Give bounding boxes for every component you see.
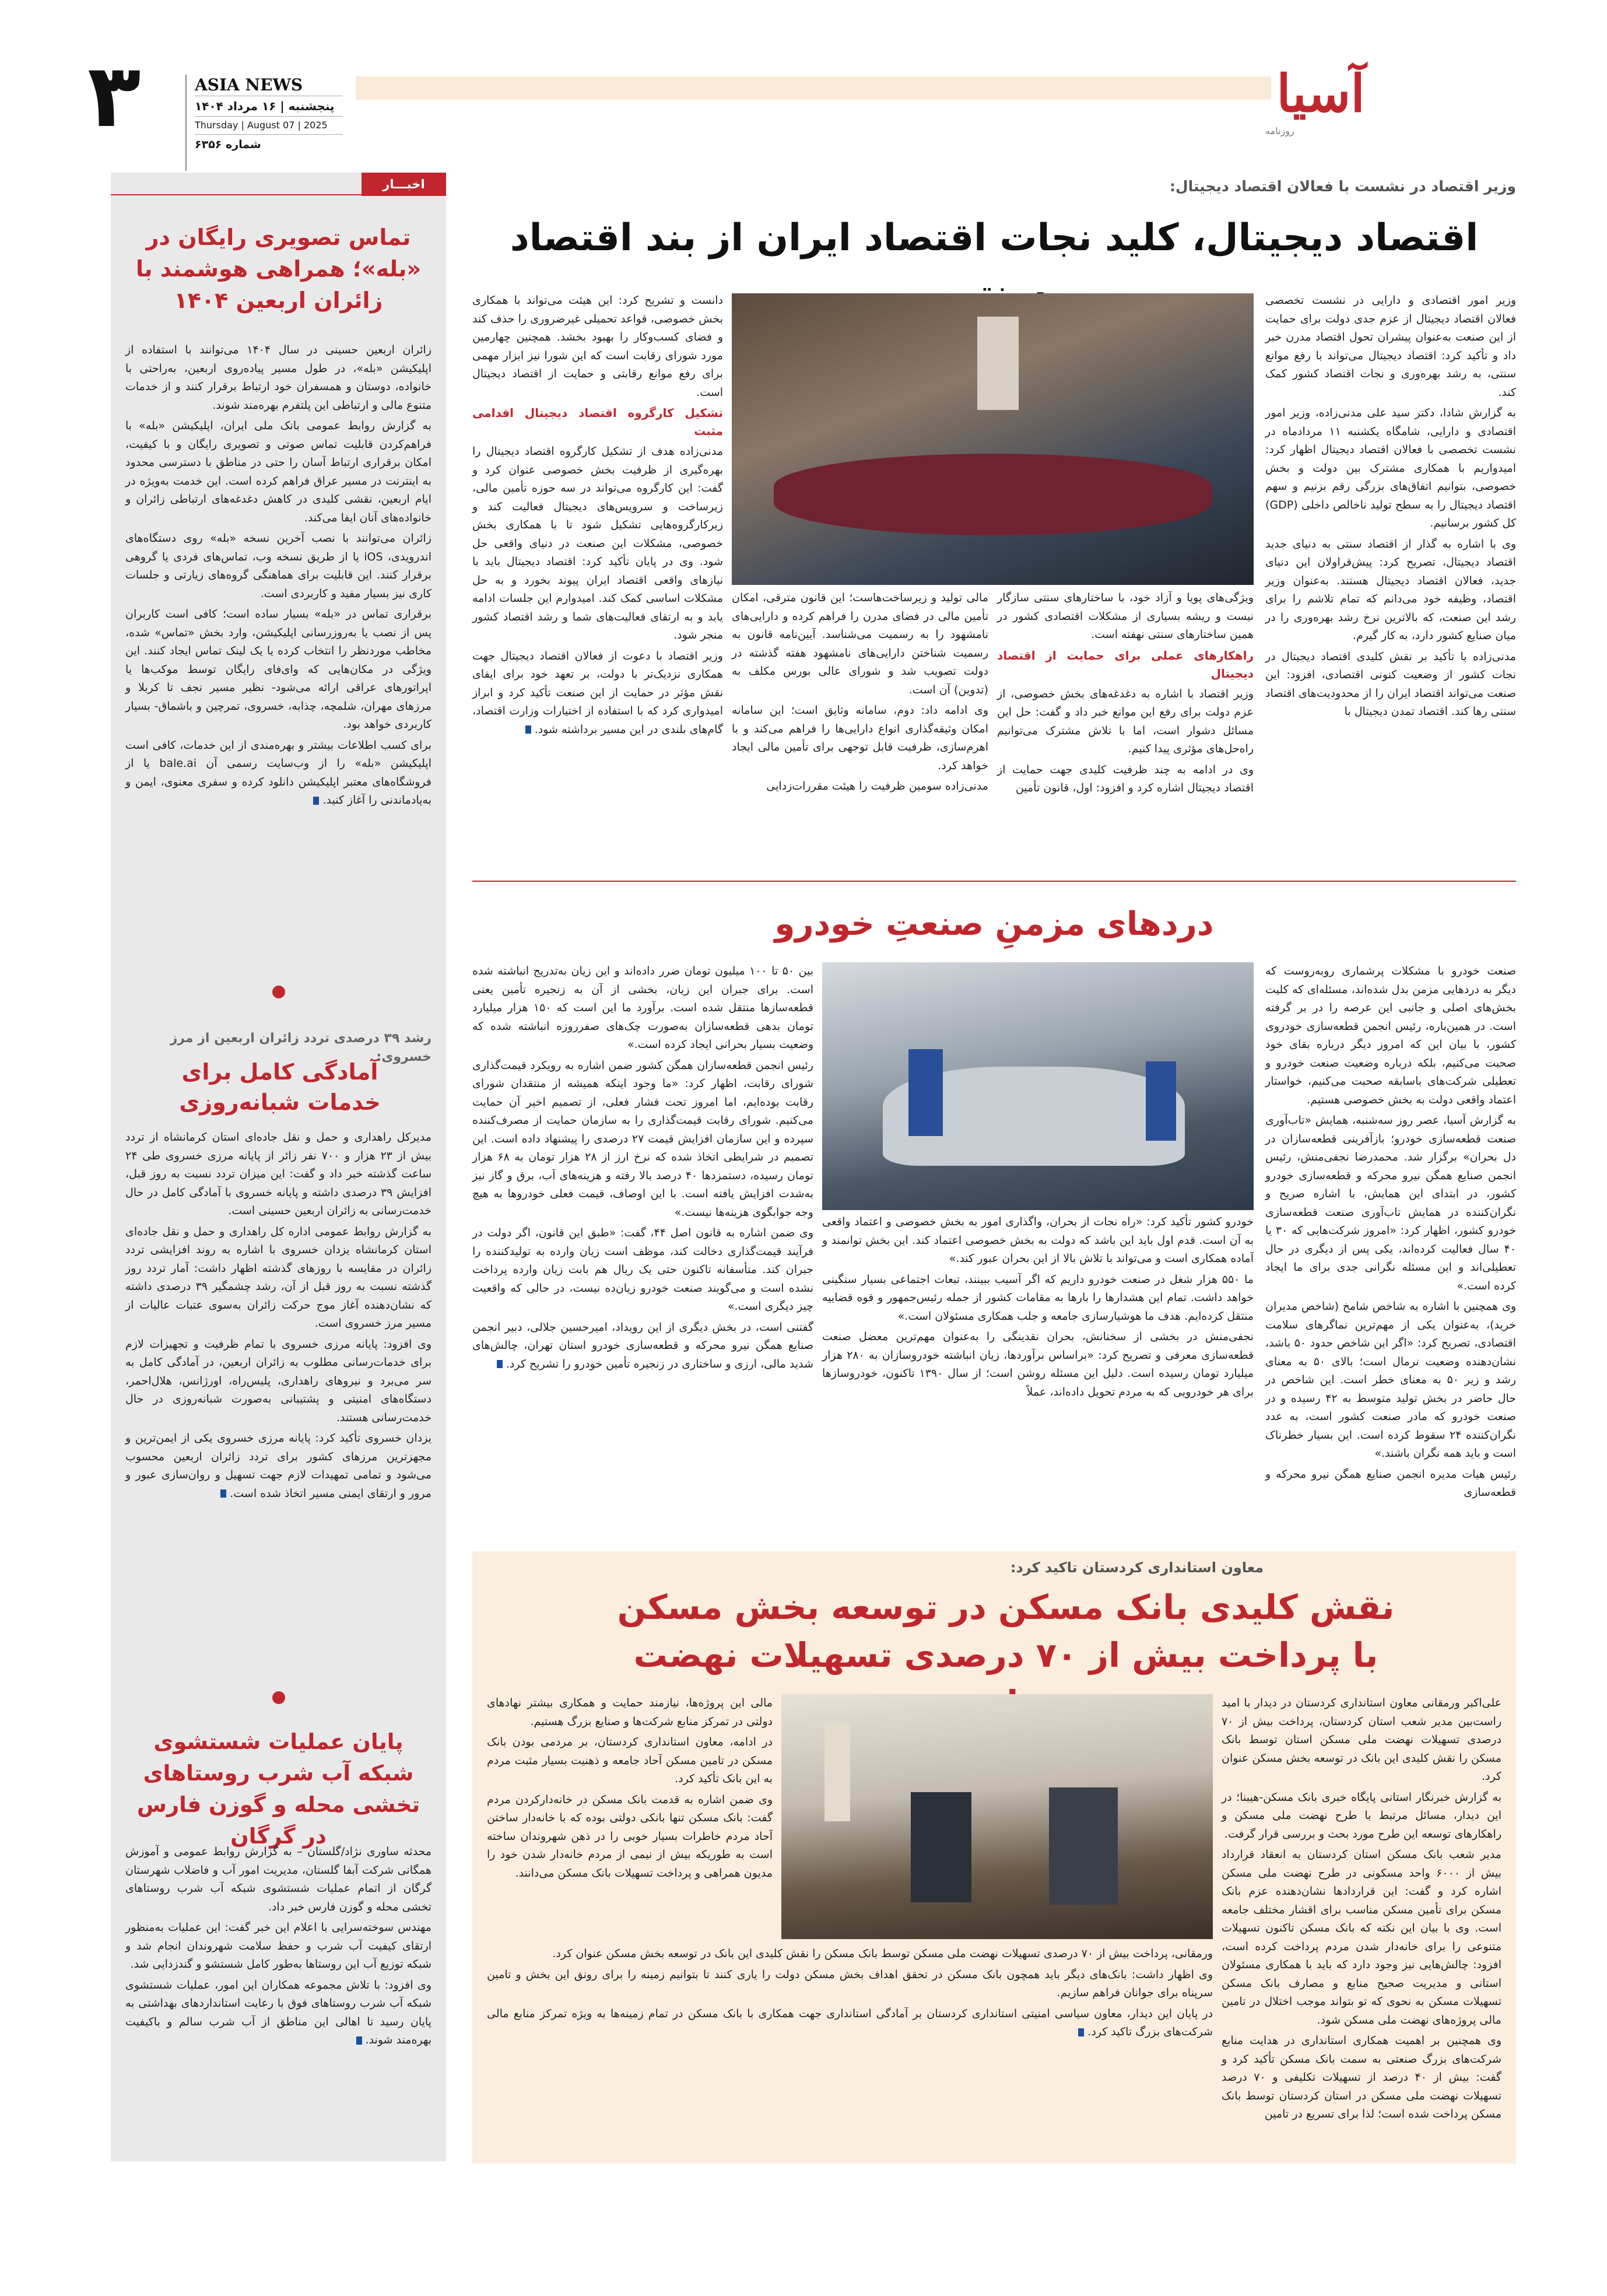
section-divider bbox=[472, 881, 1516, 882]
article1-kicker: وزیر اقتصاد در نشست با فعالان اقتصاد دیجیتال: bbox=[1169, 178, 1516, 195]
end-mark-icon bbox=[356, 2036, 362, 2045]
article3-headline: نقش کلیدی بانک مسکن در توسعه بخش مسکن با پرداخت بیش از ۷۰ درصدی تسهیلات نهضت bbox=[617, 1587, 1395, 1675]
article3-col2: مالی این پروژه‌ها، نیازمند حمایت و همکاری بیشتر نهادهای دولتی در تمرکز منابع شرکت‌ها و صنایع بزرگ هستیم. در ادامه، معاون استانداری کردستان، بر مردمی بودن بانک مسکن در تامین مسکن آحاد جامعه و ذهنیت بسیار مثبت مردم به این بانک تأکید کرد. وی ضمن اشاره به قدمت بانک مسکن در خانه‌دارکردن مردم گفت: بانک مسکن تنها بانکی دولتی بوده که با خانه‌دار ساختن آحاد مردم خاطرات بسیار خوبی را در ذهن شهروندان ساخته است به طوریکه بیش از نیمی از مردم خانه‌دار شدن خود را مدیون همراهی و پرداخت تسهیلات بانک مسکن می‌دانند. bbox=[487, 1696, 773, 1880]
date-en: Thursday | August 07 | 2025 bbox=[195, 116, 343, 134]
worker bbox=[1146, 1061, 1176, 1141]
article1-subhead2: تشکیل کارگروه اقتصاد دیجیتال اقدامی مثبت bbox=[472, 406, 723, 438]
flag bbox=[824, 1723, 850, 1821]
issue-number: شماره ۶۳۵۶ bbox=[195, 134, 343, 155]
end-mark-icon bbox=[497, 1360, 503, 1368]
article1-col2: ویژگی‌های پویا و آزاد خود، با ساختارهای سنتی سازگار نیست و ریشه بسیاری از مشکلات اقتصادی کشور در همین ساختارهای سنتی نهفته است. راهکارهای عملی برای حمایت از اقتصاد دیجیتال وزیر اقتصاد با اشاره به دغدغه‌های بخش خصوصی، از عزم دولت برای رفع این موانع خبر داد و گفت: حل این مسائل دشوار است، اما با تلاش مشترک می‌توانیم راه‌حل‌های مؤثری پیدا کنیم. وی در ادامه به چند ظرفیت کلیدی جهت حمایت از اقتصاد دیجیتال اشاره کرد و افزود: اول، قانون تأمین bbox=[997, 591, 1254, 794]
end-mark-icon bbox=[525, 725, 531, 734]
article1-headline: اقتصاد دیجیتال، کلید نجات اقتصاد ایران از بند اقتصاد bbox=[510, 216, 1479, 260]
sidebar-story3-title: پایان عملیات شستشوی شبکه آب شرب روستاهای تخشی محله و گوزن فارس در گرگان bbox=[136, 1729, 420, 1849]
article1-subhead1: راهکارهای عملی برای حمایت از اقتصاد دیجیتال bbox=[997, 648, 1254, 681]
end-mark-icon bbox=[313, 797, 319, 805]
person bbox=[911, 1792, 971, 1902]
end-mark-icon bbox=[220, 1489, 226, 1498]
person bbox=[1049, 1787, 1118, 1905]
article3-kicker: معاون استانداری کردستان تاکید کرد: bbox=[1010, 1559, 1264, 1576]
sidebar-section-label: اخبـــار bbox=[362, 173, 446, 196]
sidebar-story1-title: تماس تصویری رایگان در «بله»؛ همراهی هوشمند با زائران اربعین ۱۴۰۴ bbox=[135, 225, 422, 313]
sidebar-red-rule bbox=[111, 194, 362, 195]
article2-col2: خودرو کشور تأکید کرد: «راه نجات از بحران، واگذاری امور به بخش خصوصی و اعتماد واقعی به آن است. قدم اول باید این باشد که دولت به بخش خصوصی اعتماد کند. این بخش توانمند و آماده همکاری است و می‌تواند با تلاش بالا از این بحران عبور کند.» ما ۵۵۰ هزار شغل در صنعت خودرو داریم که اگر آسیب ببینند، تبعات اجتماعی بسیار سنگینی خواهد داشت. تمام این هشدارها را بارها به مقامات کشور از جمله رئیس‌جمهور و قوه قضاییه منتقل کرده‌ایم. هدف ما هوشیارسازی جامعه و جلب همکاری مسئولان است.» نجفی‌منش در بخشی از سخنانش، بحران نقدینگی را به‌عنوان مهم‌ترین معضل صنعت قطعه‌سازی معرفی و تصریح کرد: «براساس برآوردها، زیان انباشته خودروسازان به ۲۸۰ هزار میلیارد تومان رسیده است. دلیل این مسئله روشن است؛ از سال ۱۳۹۰ تاکنون، خودروسازها برای هر خودرویی که به مردم تحویل داده‌اند، عملاً bbox=[822, 1215, 1254, 1398]
end-mark-icon bbox=[1078, 2028, 1084, 2036]
asia-logo: آسیا روزنامه bbox=[1265, 63, 1365, 136]
article2-col1: صنعت خودرو با مشکلات پرشماری روبه‌روست که دیگر به دردهایی مزمن بدل شده‌اند، مسئله‌ای که کلیت بخش‌های اصلی و جانبی این عرصه را در بر گرفته است. در همین‌باره، رئیس انجمن قطعه‌سازی خودروی کشور، با بیان این که امروز دیگر درباره بقای خود صحبت می‌کنیم، بلکه درباره وضعیت صنعت خودرو و تعطیلی شرکت‌های باسابقه صحبت می‌کنیم، خواستار اعتماد واقعی دولت به بخش خصوصی هستیم. به گزارش آسیا، عصر روز سه‌شنبه، همایش «تاب‌آوری صنعت قطعه‌سازی خودرو؛ بازآفرینی قطعه‌سازان در دل بحران» برگزار شد. محمدرضا نجفی‌منش، رئیس انجمن صنایع همگن نیرو محرکه و قطعه‌سازی خودرو کشور، در ابتدای این همایش، با اشاره صریح و نگران‌کننده در همایش تاب‌آوری صنعت قطعه‌سازی خودرو کشور، اظهار کرد: «امروز شرکت‌هایی که ۳۰ یا ۴۰ سال فعالیت کرده‌اند، یکی پس از دیگری در حال تعطیلی‌اند و این مسئله نگرانی جدی برای ما ایجاد کرده است.» وی همچنین با اشاره به شاخص شامخ (شاخص مدیران خرید)، به‌عنوان یکی از مهم‌ترین نماگرهای سلامت اقتصادی، تصریح کرد: «اگر این شاخص حدود ۵۰ باشد، نشان‌دهنده وضعیت نرمال است؛ بالای ۵۰ به معنای رشد و زیر ۵۰ به معنای خطر است. این شاخص در حال حاضر در بخش تولید متوسط به ۴۲ رسیده و در صنعت خودرو که مادر صنعت کشور است، به عدد نگران‌کننده ۲۴ سقوط کرده است. این بسیار خطرناک است و باید همه نگران باشند.» رئیس هیات مدیره انجمن صنایع همگن نیرو محرکه و قطعه‌سازی bbox=[1265, 965, 1517, 1499]
sidebar-story2-body: مدیرکل راهداری و حمل و نقل جاده‌ای استان کرمانشاه از تردد بیش از ۲۳ هزار و ۷۰۰ نفر زائر از پایانه مرزی خسروی طی ۲۴ ساعت گذشته خبر داد و گفت: این میزان تردد نسبت به روز قبل، افزایش ۳۹ درصدی داشته و پایانه خسروی با آمادگی کامل در حال خدمت‌رسانی به زائران اربعین حسینی است. به گزارش روابط عمومی اداره کل راهداری و حمل و نقل جاده‌ای استان کرمانشاه یزدان خسروی با اشاره به روند افزایشی تردد زائران در مقایسه با روزهای گذشته اظهار داشت: آمار تردد روز گذشته نسبت به روز قبل از آن، رشد چشمگیر ۳۹ درصدی داشته که نشان‌دهنده آغاز موج حرکت زائران به‌سوی عتبات عالیات از مسیر مرز خسروی است. وی افزود: پایانه مرزی خسروی با تمام ظرفیت و تجهیزات لازم برای خدمات‌رسانی مطلوب به زائران اربعین، در آمادگی کامل به سر می‌برد و نیروهای راهداری، پلیس‌راه، اورژانس، هلال‌احمر، دستگاه‌های امنیتی و پشتیبانی به‌صورت شبانه‌روزی در حال خدمت‌رسانی هستند. یزدان خسروی تأکید کرد: پایانه مرزی خسروی یکی از ایمن‌ترین و مجهزترین مرزهای کشور برای تردد زائران اربعین محسوب می‌شود و تمامی تمهیدات لازم جهت تسهیل و روان‌سازی عبور و مرور و ارتقای ایمنی مسیر اتخاذ شده است. bbox=[125, 1131, 431, 1500]
sidebar-story2-title: آمادگی کامل برای خدمات شبانه‌روزی bbox=[179, 1059, 381, 1115]
article2-col3: بین ۵۰ تا ۱۰۰ میلیون تومان ضرر داده‌اند و این زیان به‌تدریج انباشته شده است. برای جبران این زیان، بخشی از آن به زنجیره تأمین یعنی قطعه‌سازها منتقل شده است. برآورد ما این است که ۱۵۰ هزار میلیارد تومان بدهی قطعه‌سازان به‌صورت چک‌های صفرروزه انباشته شده که وضعیت بسیار بحرانی ایجاد کرده است.» رئیس انجمن قطعه‌سازان همگن کشور ضمن اشاره به رویکرد قیمت‌گذاری شورای رقابت، اظهار کرد: «ما وجود اینکه همیشه از منتقدان شورای رقابت بوده‌ایم، اما امروز تحت فشار فعلی، از تصمیم اخیر آن حمایت می‌کنیم. شورای رقابت قیمت‌گذاری را به سازمان حمایت از مصرف‌کننده سپرده و این سازمان افزایش قیمت ۲۷ درصدی را پیشنهاد داده است. این تصمیم در شرایطی اتخاذ شده که نرخ ارز از ۲۸ هزار تومان به ۶۸ هزار تومان رسیده، دستمزدها ۴۰ درصد بالا رفته و هزینه‌های آب، برق و گاز نیز به‌شدت افزایش یافته است. با این اوصاف، قیمت فعلی خودروها به هیچ وجه جوابگوی هزینه‌ها نیست.» وی ضمن اشاره به قانون اصل ۴۴، گفت: «طبق این قانون، اگر دولت در فرآیند قیمت‌گذاری دخالت کند، موظف است زیان وارده به تولیدکننده را جبران کند. متأسفانه تاکنون حتی یک ریال هم بابت زیان وارده پرداخت نشده است و می‌گویند صنعت خودرو زیان‌ده نیست، در حالی که واقعیت چیز دیگری است.» گفتنی است، در بخش دیگری از این رویداد، امیرحسین جلالی، دبیر انجمن صنایع همگن نیرو محرکه و قطعه‌سازی خودرو استان تهران، چالش‌های شدید مالی، ارزی و ساختاری در زنجیره تأمین خودرو را تشریح کرد. bbox=[472, 965, 814, 1370]
conference-table bbox=[774, 454, 1212, 535]
article1-col1: وزیر امور اقتصادی و دارایی در نشست تخصصی فعالان اقتصاد دیجیتال از عزم جدی دولت برای حمایت از این صنعت به‌عنوان پیشران تحول اقتصاد مدرن خبر داد و تأکید کرد: اقتصاد دیجیتال می‌تواند با رفع موانع سنتی، به رشد بهره‌وری و نجات اقتصاد کشور کمک کند. به گزارش شادا، دکتر سید علی مدنی‌زاده، وزیر امور اقتصادی و دارایی، شامگاه یکشنبه ۱۱ مردادماه در نشست تخصصی با فعالان اقتصاد دیجیتال اظهار کرد: امیدواریم با همکاری مشترک بین دولت و بخش خصوصی، بتوانیم اتفاق‌های بزرگی رقم بزنیم و سهم اقتصاد دیجیتال را به سطح تولید ناخالص داخلی (GDP) کل کشور برسانیم. وی با اشاره به گذار از اقتصاد سنتی به دنیای جدید اقتصاد دیجیتال، تصریح کرد: پیش‌قراولان این دنیای جدید، فعالان اقتصاد دیجیتال هستند. به‌عنوان وزیر اقتصاد، وظیفه خود می‌دانم که تمام تلاشم را برای رشد این صنعت، که بالاترین نرخ رشد بهره‌وری را در میان صنایع کشور دارد، به کار گیرم. مدنی‌زاده با تأکید بر نقش کلیدی اقتصاد دیجیتال در نجات کشور از وضعیت کنونی اقتصادی، افزود: این صنعت می‌تواند اقتصاد ایران را از محدودیت‌های اقتصاد سنتی رها کند. اقتصاد تمدن دیجیتال با bbox=[1265, 294, 1516, 718]
date-fa: پنجشنبه | ۱۶ مرداد ۱۴۰۴ bbox=[195, 96, 343, 116]
separator-dot-icon bbox=[272, 1691, 285, 1704]
sidebar-story3-body: محدثه ساوری نژاد/گلستان – به گزارش روابط عمومی و آموزش همگانی شرکت آبفا گلستان، مدیریت امور آب و فاضلاب شهرستان گرگان از اتمام عملیات شستشوی شبکه آب شرب روستاهای تخشی محله و گوزن فارس خبر داد. مهندس سوخته‌سرایی با اعلام این خبر گفت: این عملیات به‌منظور ارتقای کیفیت آب شرب و حفظ سلامت شهروندان انجام شد و شبکه توزیع آب این روستاها به‌طور کامل شستشو و گندزدایی شد. وی افزود: با تلاش مجموعه همکاران این امور، عملیات شستشوی شبکه آب شرب روستاهای فوق با رعایت استانداردهای بهداشتی به پایان رسید تا اهالی این مناطق از آب شرب سالم و باکیفیت بهره‌مند شوند. bbox=[125, 1845, 431, 2046]
sidebar-story1-body: زائران اربعین حسینی در سال ۱۴۰۴ می‌توانند با استفاده از اپلیکیشن «بله»، در طول مسیر پیاده‌روی اربعین، به‌راحتی با خانواده، دوستان و همسفران خود ارتباط برقرار کنند و از خدمات متنوع مالی و ارتباطی این پلتفرم بهره‌مند شوند. به گزارش روابط عمومی بانک ملی ایران، اپلیکیشن «بله» با فراهم‌کردن قابلیت تماس صوتی و تصویری رایگان و با کیفیت، امکان برقراری ارتباط آسان را حتی در مناطق با دسترسی محدود به اینترنت در مسیر عراق فراهم کرده است. این خدمت به‌ویژه در ایام اربعین، نقشی کلیدی در کاهش دغدغه‌های ارتباطی زائران و خانواده‌های آنان ایفا می‌کند. زائران می‌توانند با نصب آخرین نسخه «بله» روی دستگاه‌های اندرویدی، iOS یا از طریق نسخه وب، تماس‌های فردی یا گروهی برقرار کنند. این قابلیت برای هماهنگی گروه‌های زیارتی و جلسات کاری نیز بسیار مفید و کاربردی است. برقراری تماس در «بله» بسیار ساده است؛ کافی است کاربران پس از نصب یا به‌روزرسانی اپلیکیشن، وارد بخش «تماس» شده، مخاطب موردنظر را انتخاب کرده یا یک لینک تماس ایجاد کنند. این ویژگی در مکان‌هایی که وای‌فای رایگان توسط موکب‌ها یا اپراتورهای عراقی ارائه می‌شود- نظیر مسیر نجف تا کربلا و مرزهای مهران، شلمچه، چذابه، خسروی، تمرچین و باشماق- بسیار کاربردی خواهد بود. برای کسب اطلاعات بیشتر و بهره‌مندی از این خدمات، کافی است اپلیکیشن «بله» را از وب‌سایت رسمی آن bale.ai یا از فروشگاه‌های معتبر اپلیکیشن دانلود کرده و سفری معنوی، ایمن و به‌یادماندنی را آغاز کنید. bbox=[125, 343, 431, 807]
article3-col1: علی‌اکبر ورمقانی معاون استانداری کردستان در دیدار با امید راست‌بین مدیر شعب استان کردستان، پرداخت بیش از ۷۰ درصدی تسهیلات نهضت ملی مسکن استان توسط بانک مسکن را نقش کلیدی این بانک در توسعه بخش مسکن عنوان کرد. به گزارش خبرنگار استانی پایگاه خبری بانک مسکن-هیبنا؛ در این دیدار، مسائل مرتبط با طرح نهضت ملی مسکن و راهکارهای توسعه این طرح مورد بحث و بررسی قرار گرفت. مدیر شعب بانک مسکن استان کردستان به انعقاد قرارداد بیش از ۶۰۰۰ واحد مسکونی در طرح نهضت ملی مسکن اشاره کرد و گفت: این قراردادها نشان‌دهنده عزم بانک مسکن برای تأمین مسکن مناسب برای اقشار مختلف جامعه است. وی با بیان این نکته که بانک مسکن تاکنون تسهیلات متنوعی را برای خانه‌دار شدن مردم پرداخت کرده است، افزود: چالش‌هایی نیز وجود دارد که باید با همکاری مسئولان استانی و مدیریت صحیح منابع و مصارف بانک مسکن تسهیلات مسکن به نحوی که تو بتواند موجب اختلال در تامین مالی پروژه‌های نهضت ملی مسکن شود. وی همچنین بر اهمیت همکاری استانداری در هدایت منابع شرکت‌های بزرگ صنعتی به سمت بانک مسکن تأکید کرد و گفت: بیش از ۴۰ درصد از تسهیلات تکلیفی و ۷۰ درصد تسهیلات نهضت ملی مسکن در استان کردستان توسط بانک مسکن پرداخت شده است؛ لذا برای تسریع در تامین bbox=[1222, 1696, 1501, 2120]
article1-col4: دانست و تشریح کرد: این هیئت می‌تواند با همکاری بخش خصوصی، قواعد تحمیلی غیرضروری را حذف کند و فضای کسب‌وکار را بهبود بخشد. همچنین چهارمین مورد شورای رقابت است که این شورا نیز ابزار مهمی برای رفع موانع رقابتی و حمایت از اقتصاد دیجیتال است. تشکیل کارگروه اقتصاد دیجیتال اقدامی مثبت مدنی‌زاده هدف از تشکیل کارگروه اقتصاد دیجیتال را بهره‌گیری از ظرفیت بخش خصوصی عنوان کرد و گفت: این کارگروه می‌تواند در سه حوزه تأمین مالی، زیرساخت و سرویس‌های دیجیتال فعالیت کند و زیرکارگروه‌هایی تشکیل شود تا با همکاری بخش خصوصی، مشکلات این صنعت در دنیای واقعی حل شود. وی در پایان تأکید کرد: اقتصاد دیجیتال باید با نیازهای واقعی اقتصاد ایران پیوند بخورد و به حل مشکلات اساسی کمک کند. امیدوارم این جلسات ادامه یابد و به ارتقای فعالیت‌های شما و رشد اقتصاد کشور منجر شود. وزیر اقتصاد با دعوت از فعالان اقتصاد دیجیتال جهت همکاری نزدیک‌تر با دولت، بر تعهد خود برای ایفای نقش مؤثر در حمایت از این صنعت تأکید کرد و ابراز امیدواری کرد که با استفاده از اختیارات وزارت اقتصاد، گام‌های بلندی در این مسیر برداشته شود. bbox=[472, 294, 723, 736]
masthead-date-box bbox=[185, 75, 343, 171]
page-number: ۳ bbox=[87, 45, 141, 147]
masthead-bar bbox=[356, 76, 1271, 100]
meeting-photo bbox=[732, 293, 1254, 585]
article3-col3: ورمقانی، پرداخت بیش از ۷۰ درصدی تسهیلات نهضت ملی مسکن توسط بانک مسکن را نقش کلیدی این بانک در توسعه بخش مسکن عنوان کرد. وی اظهار داشت: بانک‌های دیگر باید همچون بانک مسکن در تحقق اهداف بخش مسکن دولت را یاری کنند تا بتوانیم زمینه را برای رونق این بخش و تامین سرپناه برای جوانان فراهم سازیم. در پایان این دیدار، معاون سیاسی امنیتی استانداری کردستان بر آمادگی استانداری جهت همکاری با بانک مسکن در تمام زمینه‌ها به ویژه تمرکز منابع مالی شرکت‌های بزرگ تاکید کرد. bbox=[487, 1947, 1213, 2038]
meeting-office-photo bbox=[781, 1694, 1213, 1939]
sidebar-story2-kicker: رشد ۳۹ درصدی تردد زائران اربعین از مرز خسروی: bbox=[170, 1031, 431, 1064]
worker bbox=[908, 1049, 943, 1136]
separator-dot-icon bbox=[272, 986, 285, 998]
flag bbox=[977, 317, 1019, 410]
car-factory-photo bbox=[822, 962, 1254, 1210]
article1-col3: مالی تولید و زیرساخت‌هاست؛ این قانون مترقی، امکان تأمین مالی در فضای مدرن را فراهم کرده و دارایی‌های نامشهود را به رسمیت می‌شناسد. آیین‌نامه قانون به رسمیت شناختن دارایی‌های نامشهود هفته گذشته در دولت تصویب شد و شورای عالی بورس مکلف به (تدوین) آن است. وی ادامه داد: دوم، سامانه وثایق است؛ این سامانه امکان وثیقه‌گذاری انواع دارایی‌ها را فراهم می‌کند و با اهرم‌سازی، ظرفیت قابل توجهی برای تأمین مالی ایجاد خواهد کرد. مدنی‌زاده سومین ظرفیت را هیئت مقررات‌زدایی bbox=[732, 591, 988, 793]
article2-headline: دردهای مزمنِ صنعتِ خودرو bbox=[774, 905, 1214, 943]
asia-news-label: ASIA NEWS bbox=[195, 75, 303, 94]
